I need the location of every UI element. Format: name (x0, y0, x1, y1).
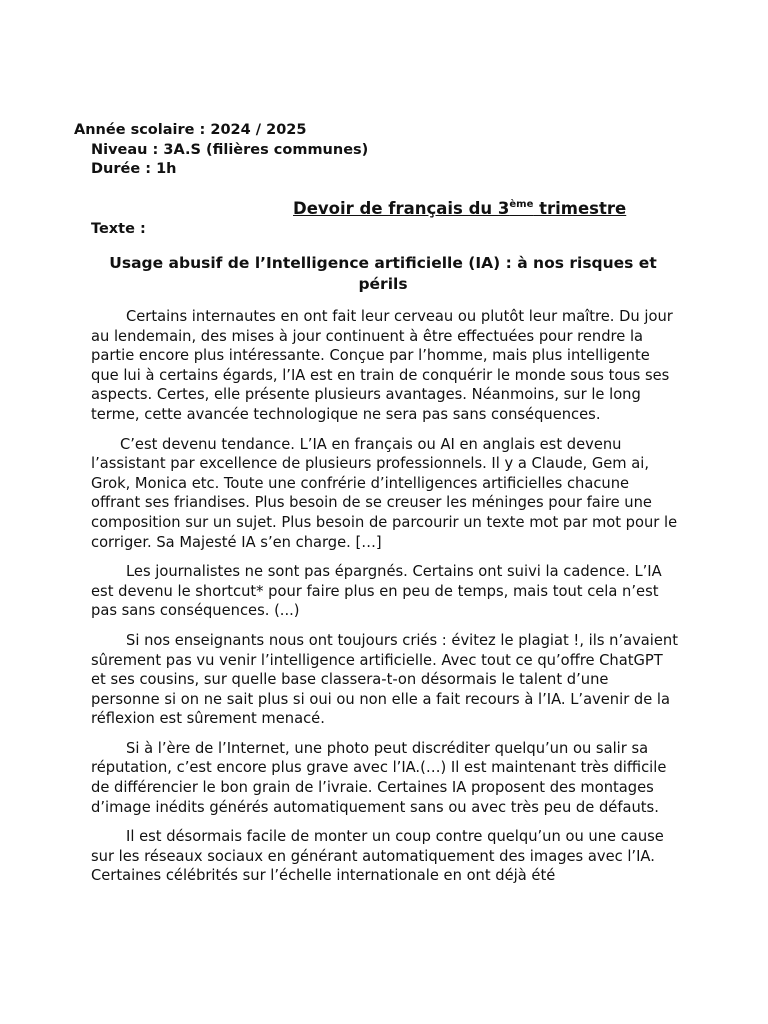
exam-title-prefix: Devoir de français du 3 (293, 199, 510, 218)
article-paragraph: Les journalistes ne sont pas épargnés. Certains ont suivi la cadence. L’IA est devenu le shortcut* pour faire plus en peu de temps, mais tout cela n’est pas sans conséquences. (...) (91, 563, 662, 620)
exam-title-suffix: trimestre (533, 199, 627, 218)
article-paragraph: Certains internautes en ont fait leur cerveau ou plutôt leur maître. Du jour au lendemain, des mises à jour continuent à être effectuées pour rendre la partie encore plus intéressante. Conçue par l’homme, mais plus intelligente que lui à certains égards, l’IA est en train de conquérir le monde sous tous ses aspects. Certes, elle présente plusieurs avantages. Néanmoins, sur le long terme, cette avancée technologique ne sera pas sans conséquences. (91, 308, 673, 423)
article-paragraph: Il est désormais facile de monter un coup contre quelqu’un ou une cause sur les réseaux sociaux en générant automatiquement des images avec l’IA. Certaines célébrités sur l’échelle internationale en ont déjà été (91, 828, 664, 885)
exam-title (293, 199, 626, 218)
duration: Durée : 1h (91, 161, 177, 177)
article-paragraph: C’est devenu tendance. L’IA en français ou AI en anglais est devenu l’assistant par excellence de plusieurs professionnels. Il y a Claude, Gem ai, Grok, Monica etc. Toute une confrérie d’intelligences artificielles chacune offrant ses friandises. Plus besoin de se creuser les méninges pour faire une composition sur un sujet. Plus besoin de parcourir un texte mot par mot pour le corriger. Sa Majesté IA s’en charge. […] (91, 435, 678, 551)
exam-title-superscript: ème (509, 199, 534, 210)
article-paragraph: Si nos enseignants nous ont toujours criés : évitez le plagiat !, ils n’avaient sûrement pas vu venir l’intelligence artificielle. Avec tout ce qu’offre ChatGPT et ses cousins, sur quelle base classera-t-on désormais le talent d’une personne si on ne sait plus si oui ou non elle a fait recours à l’IA. L’avenir de la réflexion est sûrement menacé. (91, 631, 678, 728)
article-title: Usage abusif de l’Intelligence artificielle (IA) : à nos risques et périls (109, 254, 657, 293)
article-paragraph: Si à l’ère de l’Internet, une photo peut discréditer quelqu’un ou salir sa réputation, c’est encore plus grave avec l’IA.(…) Il est maintenant très difficile de différencier le bon grain de l’ivraie. Certaines IA proposent des montages d’image inédits générés automatiquement sans ou avec très peu de défauts. (91, 739, 667, 816)
article-body (91, 307, 679, 896)
school-year: Année scolaire : 2024 / 2025 (74, 122, 307, 138)
level: Niveau : 3A.S (filières communes) (91, 142, 369, 158)
text-label: Texte : (91, 221, 146, 237)
